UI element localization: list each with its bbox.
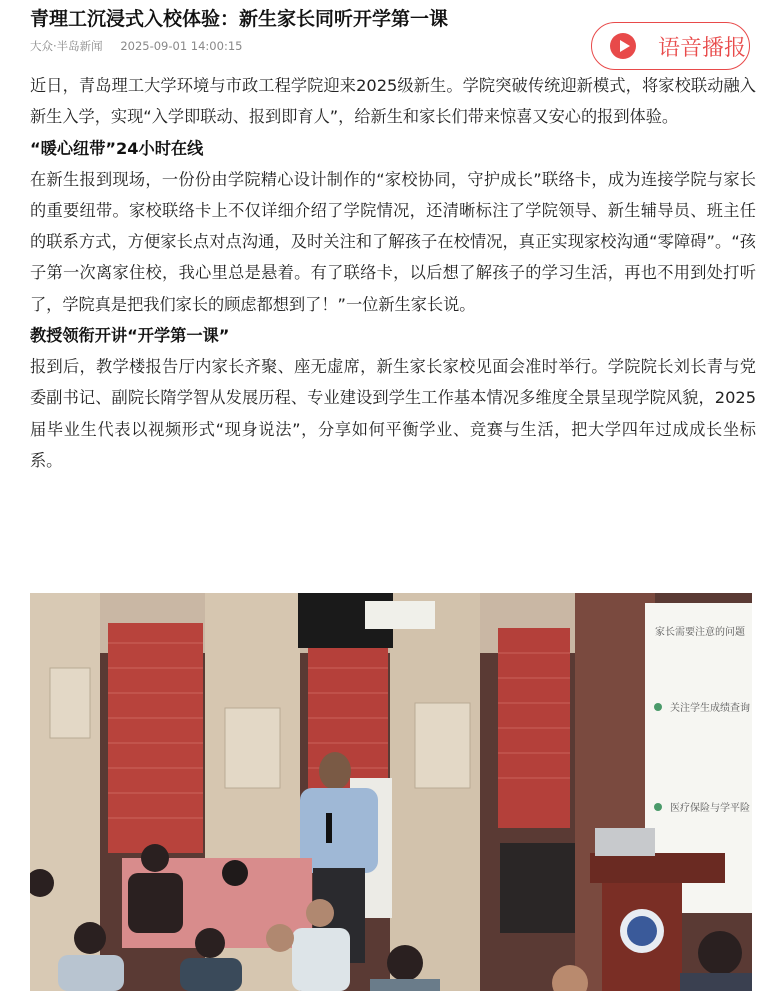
article-time: 2025-09-01 14:00:15 <box>120 39 243 53</box>
slide-heading: 家长需要注意的问题 <box>655 627 745 638</box>
audio-broadcast-button[interactable] <box>591 22 750 70</box>
audio-broadcast-label: 语音播报 <box>658 35 747 61</box>
subheading-first-lesson: 教授领衔开讲“开学第一课” <box>30 326 230 346</box>
paragraph-intro: 近日，青岛理工大学环境与市政工程学院迎来2025级新生。学院突破传统迎新模式，将家校联动融入新生入学，实现“入学即联动、报到即育人”，给新生和家长们带来惊喜又安心的报到体验。 <box>30 76 756 127</box>
article-meta <box>30 38 242 54</box>
article-body <box>30 70 756 476</box>
subheading-warm-link: “暖心纽带”24小时在线 <box>30 138 204 158</box>
article-title: 青理工沉浸式入校体验：新生家长同听开学第一课 <box>30 8 449 30</box>
slide-item-1: 关注学生成绩查询 <box>670 703 750 714</box>
article-photo <box>30 593 752 991</box>
play-icon <box>610 33 636 59</box>
paragraph-contact-card: 在新生报到现场，一份份由学院精心设计制作的“家校协同，守护成长”联络卡，成为连接学院与家长的重要纽带。家校联络卡上不仅详细介绍了学院情况，还清晰标注了学院领导、新生辅导员、班主任的联系方式，方便家长点对点沟通，及时关注和了解孩子在校情况，真正实现家校沟通“零障碍”。“孩子第一次离家住校，我心里总是悬着。有了联络卡，以后想了解孩子的学习生活，再也不用到处打听了，学院真是把我们家长的顾虑都想到了！”一位新生家长说。 <box>30 169 756 314</box>
article-source: 大众·半岛新闻 <box>30 39 103 53</box>
slide-item-2: 医疗保险与学平险 <box>670 803 750 814</box>
paragraph-meeting: 报到后，教学楼报告厅内家长齐聚、座无虚席，新生家长家校见面会准时举行。学院院长刘长青与党委副书记、副院长隋学智从发展历程、专业建设到学生工作基本情况多维度全景呈现学院风貌，2025届毕业生代表以视频形式“现身说法”，分享如何平衡学业、竞赛与生活，把大学四年过成成长坐标系。 <box>30 357 756 470</box>
